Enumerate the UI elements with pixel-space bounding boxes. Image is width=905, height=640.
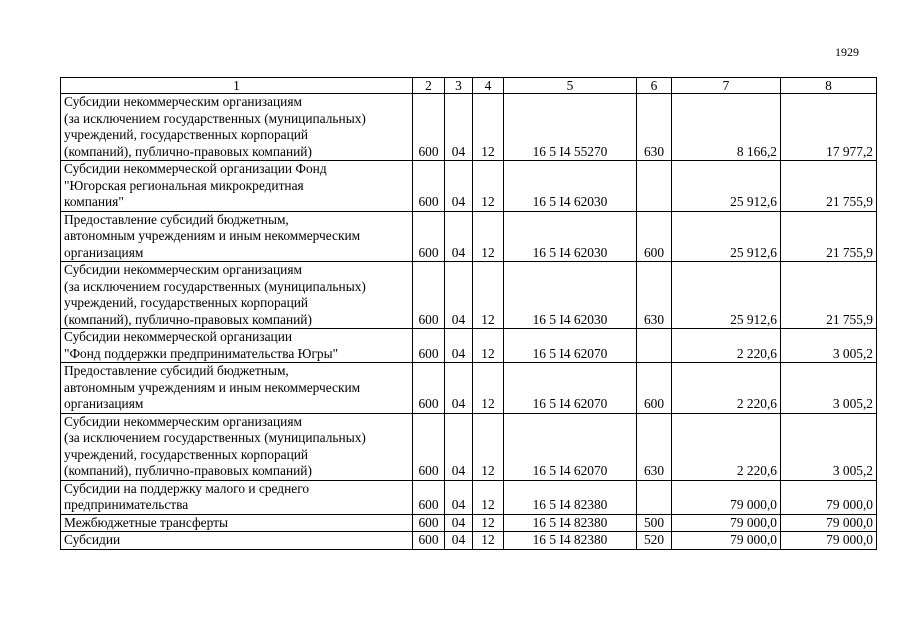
col2-cell: 600 (413, 262, 445, 329)
item-name-cell: Субсидии некоммерческим организациям (за исключением государственных (муниципальных) учреждений, государственных корпораций (компаний), публично-правовых компаний) (61, 94, 413, 161)
amount-col8-cell: 21 755,9 (781, 262, 877, 329)
col3-cell: 04 (445, 514, 473, 532)
col3-cell: 04 (445, 262, 473, 329)
table-header-row (61, 78, 877, 94)
item-name-cell: Предоставление субсидий бюджетным, автономным учреждениям и иным некоммерческим организациям (61, 211, 413, 262)
header-cell: 5 (504, 78, 637, 94)
col4-cell: 12 (473, 514, 504, 532)
col4-cell: 12 (473, 161, 504, 212)
target-code-cell: 16 5 I4 55270 (504, 94, 637, 161)
target-code-cell: 16 5 I4 62030 (504, 161, 637, 212)
target-code-cell: 16 5 I4 82380 (504, 532, 637, 550)
col4-cell: 12 (473, 329, 504, 363)
item-name-cell: Субсидии некоммерческим организациям (за исключением государственных (муниципальных) учреждений, государственных корпораций (компаний), публично-правовых компаний) (61, 262, 413, 329)
expense-type-cell (637, 480, 672, 514)
col2-cell: 600 (413, 363, 445, 414)
budget-table (60, 77, 877, 550)
header-cell: 1 (61, 78, 413, 94)
amount-col8-cell: 3 005,2 (781, 363, 877, 414)
table-row (61, 211, 877, 262)
col3-cell: 04 (445, 413, 473, 480)
item-name-cell: Субсидии некоммерческой организации Фонд "Югорская региональная микрокредитная компания" (61, 161, 413, 212)
item-name-cell: Субсидии (61, 532, 413, 550)
amount-col8-cell: 21 755,9 (781, 211, 877, 262)
table-row (61, 161, 877, 212)
col3-cell: 04 (445, 532, 473, 550)
col3-cell: 04 (445, 329, 473, 363)
target-code-cell: 16 5 I4 62030 (504, 262, 637, 329)
col4-cell: 12 (473, 94, 504, 161)
col2-cell: 600 (413, 413, 445, 480)
target-code-cell: 16 5 I4 62070 (504, 329, 637, 363)
header-cell: 8 (781, 78, 877, 94)
item-name-cell: Субсидии некоммерческой организации "Фонд поддержки предпринимательства Югры" (61, 329, 413, 363)
table-row (61, 480, 877, 514)
expense-type-cell: 520 (637, 532, 672, 550)
amount-col8-cell: 17 977,2 (781, 94, 877, 161)
col2-cell: 600 (413, 480, 445, 514)
page-number: 1929 (835, 45, 859, 59)
col4-cell: 12 (473, 480, 504, 514)
table-row (61, 532, 877, 550)
amount-col7-cell: 25 912,6 (672, 211, 781, 262)
table-row (61, 262, 877, 329)
col3-cell: 04 (445, 94, 473, 161)
expense-type-cell: 600 (637, 363, 672, 414)
header-cell: 4 (473, 78, 504, 94)
header-cell: 6 (637, 78, 672, 94)
expense-type-cell: 630 (637, 94, 672, 161)
target-code-cell: 16 5 I4 62070 (504, 413, 637, 480)
col4-cell: 12 (473, 211, 504, 262)
expense-type-cell: 630 (637, 262, 672, 329)
col3-cell: 04 (445, 211, 473, 262)
col4-cell: 12 (473, 262, 504, 329)
target-code-cell: 16 5 I4 62070 (504, 363, 637, 414)
amount-col7-cell: 25 912,6 (672, 161, 781, 212)
amount-col8-cell: 3 005,2 (781, 413, 877, 480)
expense-type-cell (637, 329, 672, 363)
col2-cell: 600 (413, 514, 445, 532)
amount-col8-cell: 21 755,9 (781, 161, 877, 212)
amount-col7-cell: 25 912,6 (672, 262, 781, 329)
col2-cell: 600 (413, 94, 445, 161)
col2-cell: 600 (413, 329, 445, 363)
table-row (61, 94, 877, 161)
target-code-cell: 16 5 I4 62030 (504, 211, 637, 262)
item-name-cell: Субсидии на поддержку малого и среднего предпринимательства (61, 480, 413, 514)
amount-col8-cell: 79 000,0 (781, 532, 877, 550)
table-row (61, 363, 877, 414)
amount-col7-cell: 2 220,6 (672, 329, 781, 363)
amount-col7-cell: 2 220,6 (672, 413, 781, 480)
col3-cell: 04 (445, 363, 473, 414)
col2-cell: 600 (413, 161, 445, 212)
col4-cell: 12 (473, 413, 504, 480)
target-code-cell: 16 5 I4 82380 (504, 480, 637, 514)
amount-col7-cell: 79 000,0 (672, 514, 781, 532)
amount-col8-cell: 79 000,0 (781, 514, 877, 532)
header-cell: 7 (672, 78, 781, 94)
table-row (61, 329, 877, 363)
item-name-cell: Субсидии некоммерческим организациям (за исключением государственных (муниципальных) учреждений, государственных корпораций (компаний), публично-правовых компаний) (61, 413, 413, 480)
table-row (61, 514, 877, 532)
target-code-cell: 16 5 I4 82380 (504, 514, 637, 532)
expense-type-cell: 600 (637, 211, 672, 262)
amount-col8-cell: 79 000,0 (781, 480, 877, 514)
amount-col7-cell: 79 000,0 (672, 532, 781, 550)
expense-type-cell: 500 (637, 514, 672, 532)
item-name-cell: Межбюджетные трансферты (61, 514, 413, 532)
col2-cell: 600 (413, 211, 445, 262)
col3-cell: 04 (445, 161, 473, 212)
col3-cell: 04 (445, 480, 473, 514)
col4-cell: 12 (473, 363, 504, 414)
header-cell: 3 (445, 78, 473, 94)
header-cell: 2 (413, 78, 445, 94)
amount-col8-cell: 3 005,2 (781, 329, 877, 363)
amount-col7-cell: 8 166,2 (672, 94, 781, 161)
expense-type-cell: 630 (637, 413, 672, 480)
amount-col7-cell: 2 220,6 (672, 363, 781, 414)
col2-cell: 600 (413, 532, 445, 550)
amount-col7-cell: 79 000,0 (672, 480, 781, 514)
item-name-cell: Предоставление субсидий бюджетным, автономным учреждениям и иным некоммерческим организациям (61, 363, 413, 414)
table-row (61, 413, 877, 480)
expense-type-cell (637, 161, 672, 212)
col4-cell: 12 (473, 532, 504, 550)
